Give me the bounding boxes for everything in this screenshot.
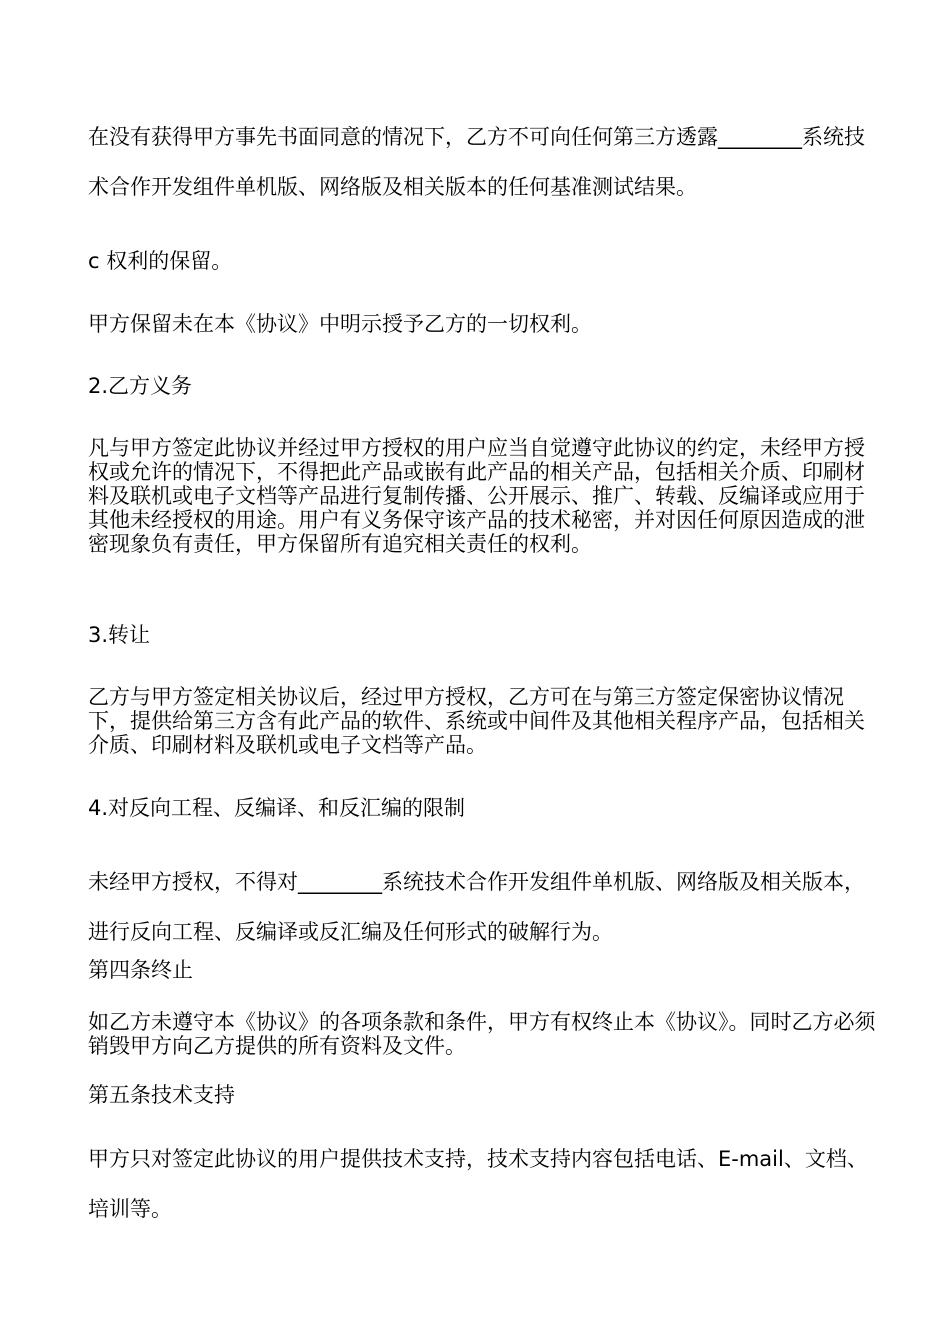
paragraph-transfer: 乙方与甲方签定相关协议后，经过甲方授权，乙方可在与第三方签定保密协议情况下，提供给第三方含有此产品的软件、系统或中间件及其他相关程序产品，包括相关介质、印刷材料及联机或电子文档等产品。 — [88, 685, 865, 757]
section-heading-party-b-obligations: 2.乙方义务 — [88, 374, 193, 398]
paragraph-termination: 如乙方未遵守本《协议》的各项条款和条件，甲方有权终止本《协议》。同时乙方必须销毁甲方向乙方提供的所有资料及文件。 — [88, 1010, 876, 1058]
paragraph-technical-support: 甲方只对签定此协议的用户提供技术支持，技术支持内容包括电话、E-mail、文档、培训等。 — [88, 1147, 868, 1221]
article-heading-termination: 第四条终止 — [88, 958, 193, 982]
section-heading-reverse-engineering: 4.对反向工程、反编译、和反汇编的限制 — [88, 796, 466, 820]
paragraph-rights-reservation: 甲方保留未在本《协议》中明示授予乙方的一切权利。 — [88, 312, 592, 336]
paragraph-party-b-obligations: 凡与甲方签定此协议并经过甲方授权的用户应当自觉遵守此协议的约定，未经甲方授权或允许的情况下，不得把此产品或嵌有此产品的相关产品，包括相关介质、印刷材料及联机或电子文档等产品进行复制传播、公开展示、推广、转载、反编译或应用于其他未经授权的用途。用户有义务保守该产品的技术秘密，并对因任何原因造成的泄密现象负有责任，甲方保留所有追究相关责任的权利。 — [88, 436, 865, 556]
section-heading-transfer: 3.转让 — [88, 623, 151, 647]
paragraph-rights-reservation-heading: c 权利的保留。 — [88, 249, 233, 273]
article-heading-technical-support: 第五条技术支持 — [88, 1083, 235, 1107]
paragraph-reverse-engineering: 未经甲方授权，不得对________系统技术合作开发组件单机版、网络版及相关版本，进行反向工程、反编译或反汇编及任何形式的破解行为。 — [88, 870, 865, 944]
paragraph-benchmark-disclosure: 在没有获得甲方事先书面同意的情况下，乙方不可向任何第三方透露________系统技术合作开发组件单机版、网络版及相关版本的任何基准测试结果。 — [88, 125, 865, 199]
